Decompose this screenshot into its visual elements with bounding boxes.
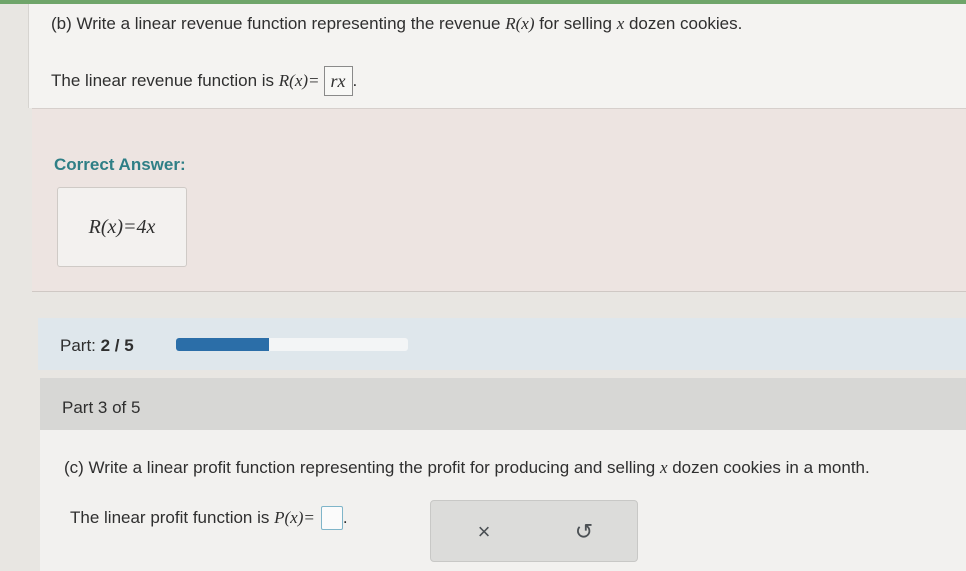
part-3-label: Part 3 of 5: [62, 398, 141, 417]
part-b-question: (b) Write a linear revenue function representing the revenue R(x) for selling x dozen cookies.: [51, 14, 743, 33]
answer-tool-panel: [430, 500, 638, 562]
part-c-answer-line: The linear profit function is P (x) = .: [70, 506, 348, 530]
progress-bar: [176, 338, 408, 351]
part-b-card: [28, 4, 966, 108]
part-c-answer-input[interactable]: [321, 506, 343, 530]
part-b-answer-box: rx: [324, 66, 353, 96]
part-c-card: [40, 430, 966, 571]
correct-answer-panel: [32, 108, 966, 292]
progress-bar-fill: [176, 338, 269, 351]
part-b-answer-line: The linear revenue function is R (x) = rx .: [51, 66, 357, 96]
close-icon: ×: [477, 519, 491, 544]
part-progress-label: Part: 2 / 5: [60, 336, 134, 355]
clear-button[interactable]: [467, 515, 501, 549]
part-c-question: (c) Write a linear profit function representing the profit for producing and selling x dozen cookies in a month.: [64, 458, 870, 477]
undo-icon: ↺: [574, 519, 594, 544]
correct-answer-label: Correct Answer:: [54, 155, 186, 174]
correct-answer-box: R (x) = 4x: [57, 187, 187, 267]
part-progress-row: [38, 318, 966, 370]
part-3-header: [40, 378, 966, 430]
reset-button[interactable]: [567, 515, 601, 549]
